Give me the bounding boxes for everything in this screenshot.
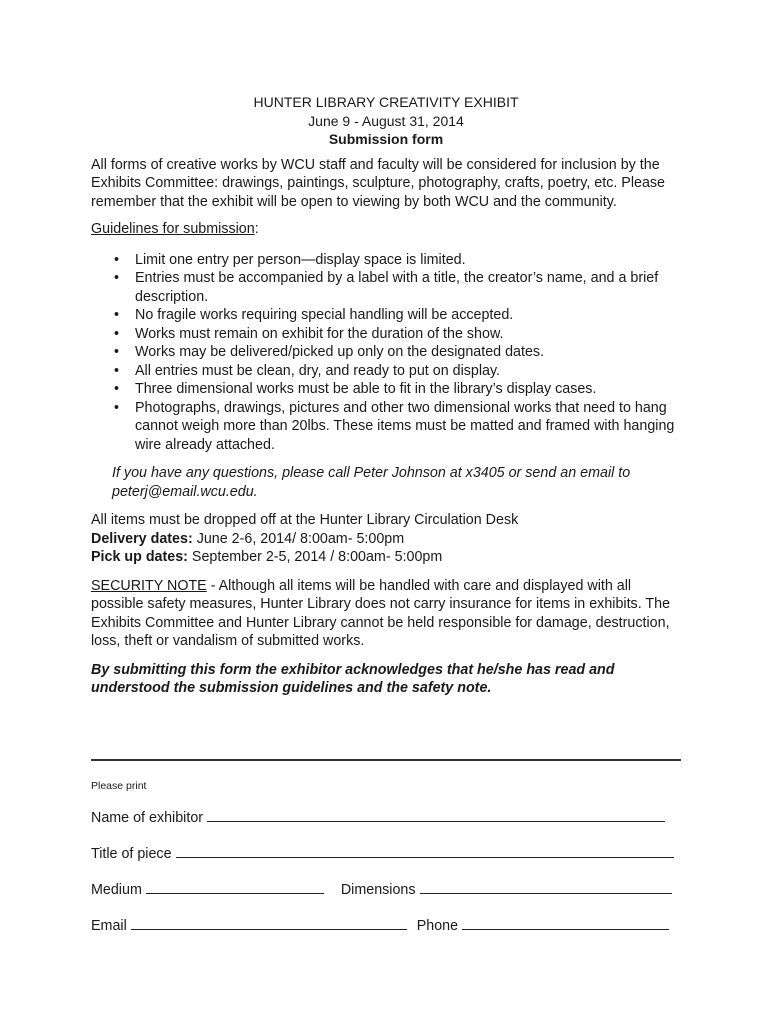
delivery-value: June 2-6, 2014/ 8:00am- 5:00pm bbox=[192, 530, 405, 547]
guidelines-list bbox=[91, 251, 681, 455]
guideline-text: No fragile works requiring special handling will be accepted. bbox=[135, 307, 514, 323]
pickup-value: September 2-5, 2014 / 8:00am- 5:00pm bbox=[187, 549, 443, 565]
dimensions-label: Dimensions bbox=[340, 882, 420, 898]
document-page bbox=[91, 93, 681, 698]
bullet-icon: • bbox=[114, 325, 120, 342]
guideline-text: Photographs, drawings, pictures and other two dimensional works that need to hang cannot weigh more than 20lbs. These items must be matted and framed with hanging wire already attached. bbox=[135, 399, 675, 453]
bullet-icon: • bbox=[114, 399, 120, 416]
security-text: - Although all items will be handled with care and displayed with all possible safety measures, Hunter Library does not carry insurance for items in exhibits. The Exhibits Committee and Hunter Library cannot be held responsible for damage, destruction, loss, theft or vandalism of submitted works. bbox=[91, 577, 671, 649]
medium-dimensions-row bbox=[91, 879, 681, 898]
bullet-icon: • bbox=[114, 270, 120, 286]
delivery-label: Delivery dates: bbox=[91, 530, 193, 547]
header bbox=[91, 93, 681, 149]
guidelines-heading-text: Guidelines for submission bbox=[91, 221, 255, 237]
phone-label: Phone bbox=[416, 918, 463, 934]
name-label: Name of exhibitor bbox=[91, 810, 208, 826]
pickup-dates bbox=[91, 548, 681, 567]
title-row bbox=[91, 843, 681, 862]
guideline-item bbox=[114, 343, 681, 362]
email-phone-row bbox=[91, 915, 681, 934]
bullet-icon: • bbox=[114, 362, 120, 379]
dimensions-field[interactable] bbox=[420, 879, 672, 894]
guideline-text: Entries must be accompanied by a label with a title, the creator’s name, and a brief description. bbox=[135, 270, 659, 305]
guideline-text: Three dimensional works must be able to fit in the library’s display cases. bbox=[135, 381, 597, 397]
intro-paragraph: All forms of creative works by WCU staff and faculty will be considered for inclusion by the Exhibits Committee: drawings, paintings, sculpture, photography, crafts, poetry, etc. Please remember that the exhibit will be open to viewing by both WCU and the community. bbox=[91, 156, 666, 210]
email-field[interactable] bbox=[131, 915, 407, 930]
delivery-dates bbox=[91, 530, 681, 549]
title-label: Title of piece bbox=[91, 846, 176, 862]
section-divider bbox=[91, 759, 681, 761]
guideline-text: All entries must be clean, dry, and ready to put on display. bbox=[135, 362, 501, 379]
guideline-item bbox=[114, 362, 681, 381]
title-field[interactable] bbox=[176, 843, 674, 858]
name-row bbox=[91, 807, 681, 826]
name-field[interactable] bbox=[207, 807, 665, 822]
security-label: SECURITY NOTE bbox=[91, 577, 207, 594]
please-print-label: Please print bbox=[91, 780, 147, 792]
bullet-icon: • bbox=[114, 251, 120, 268]
guideline-item bbox=[114, 399, 681, 455]
bullet-icon: • bbox=[114, 381, 120, 397]
contact-note: If you have any questions, please call Peter Johnson at x3405 or send an email to peterj@email.wcu.edu. bbox=[112, 465, 631, 500]
form-name: Submission form bbox=[328, 131, 444, 147]
medium-label: Medium bbox=[91, 882, 146, 898]
guideline-item bbox=[114, 306, 681, 325]
security-note bbox=[91, 577, 681, 651]
guideline-text: Limit one entry per person—display space is limited. bbox=[135, 251, 466, 268]
bullet-icon: • bbox=[114, 307, 120, 323]
dropoff-location: All items must be dropped off at the Hunter Library Circulation Desk bbox=[91, 512, 519, 528]
guideline-text: Works must remain on exhibit for the duration of the show. bbox=[135, 325, 504, 342]
medium-field[interactable] bbox=[146, 879, 324, 894]
guideline-text: Works may be delivered/picked up only on the designated dates. bbox=[135, 344, 545, 360]
phone-field[interactable] bbox=[462, 915, 669, 930]
guideline-item bbox=[114, 251, 681, 270]
exhibit-dates: June 9 - August 31, 2014 bbox=[308, 112, 464, 129]
exhibit-title: HUNTER LIBRARY CREATIVITY EXHIBIT bbox=[253, 94, 519, 110]
pickup-label: Pick up dates: bbox=[91, 549, 188, 565]
dropoff-info bbox=[91, 511, 681, 567]
email-label: Email bbox=[91, 918, 131, 934]
guidelines-heading bbox=[91, 220, 681, 239]
bullet-icon: • bbox=[114, 344, 120, 360]
guideline-item bbox=[114, 380, 681, 399]
acknowledgement: By submitting this form the exhibitor acknowledges that he/she has read and understood the submission guidelines and the safety note. bbox=[91, 661, 615, 696]
guidelines-heading-colon: : bbox=[254, 221, 259, 237]
guideline-item bbox=[114, 269, 681, 306]
guideline-item bbox=[114, 325, 681, 344]
